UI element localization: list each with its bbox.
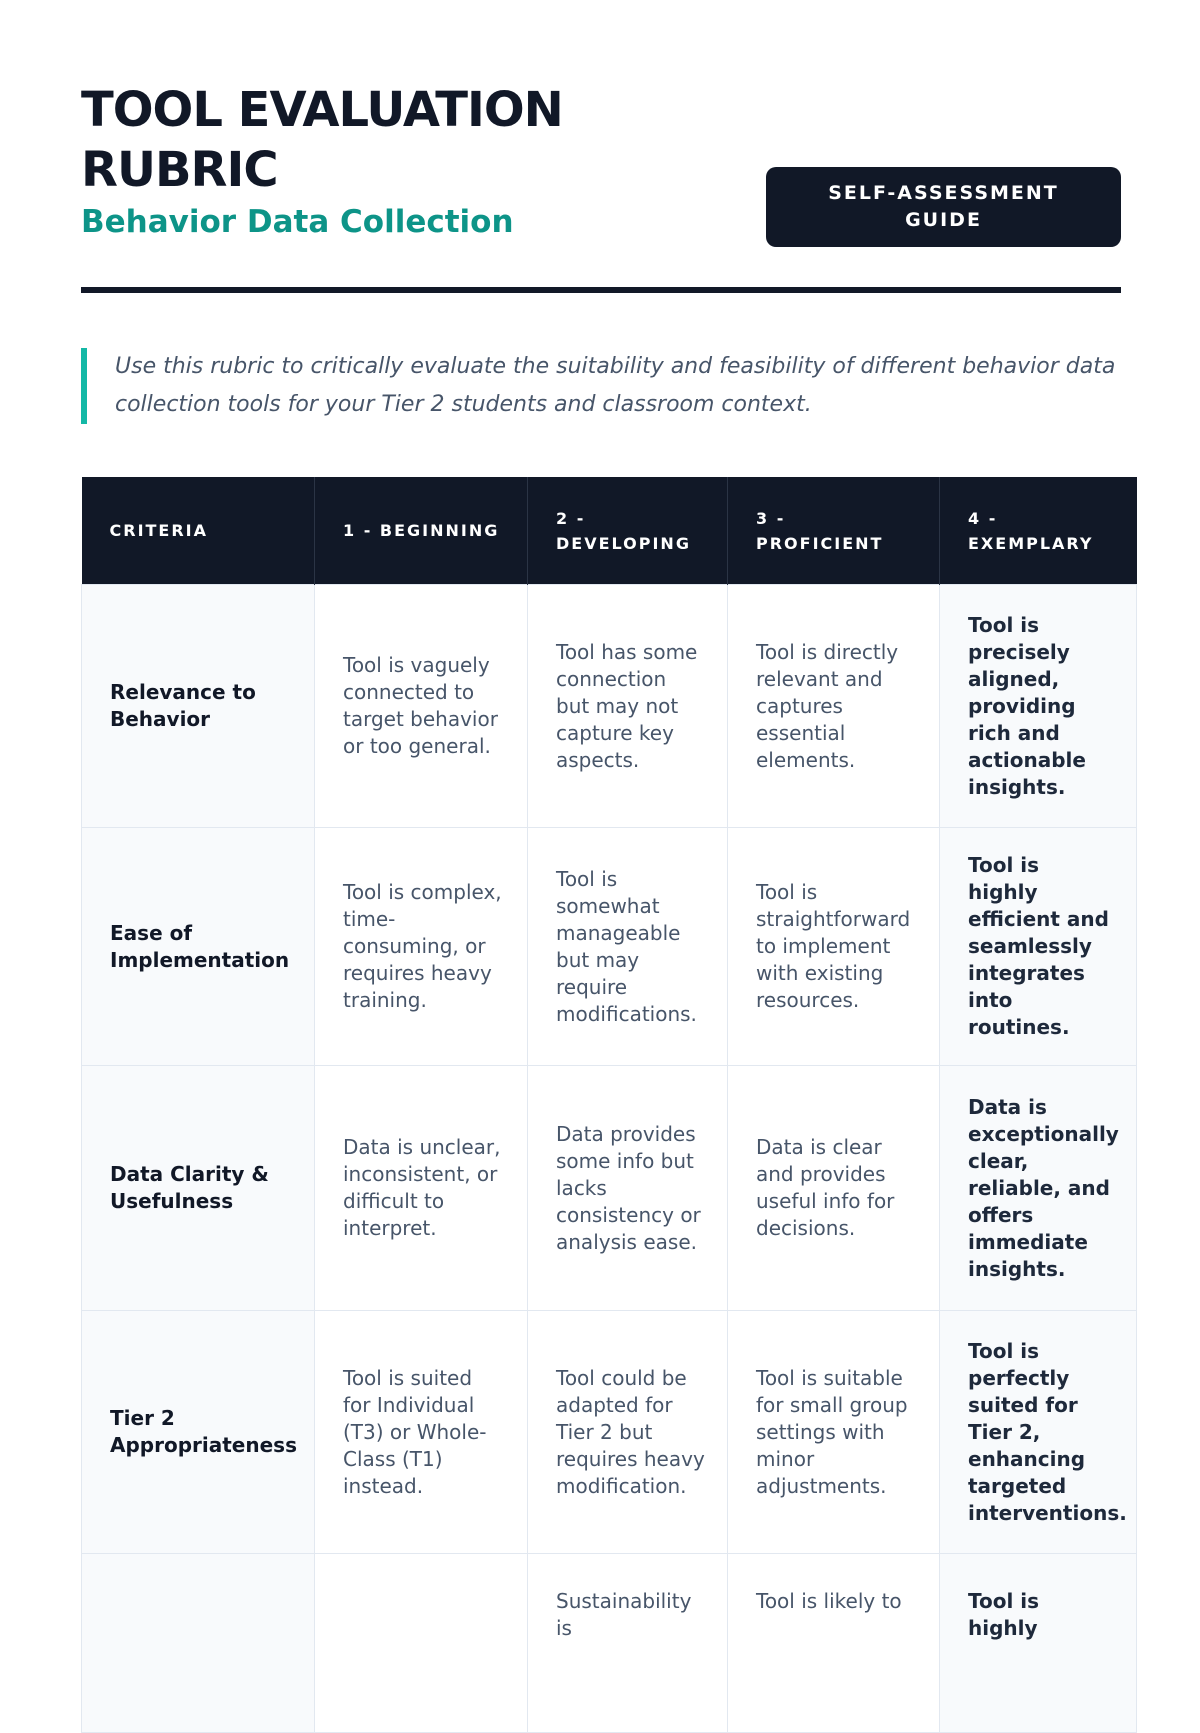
exemplary-cell: Tool is perfectly suited for Tier 2, enhancing targeted interventions.: [940, 1311, 1137, 1554]
criteria-cell: Data Clarity & Usefulness: [82, 1066, 315, 1311]
exemplary-cell: Tool is highly: [940, 1554, 1137, 1733]
self-assessment-badge: SELF-ASSESSMENT GUIDE: [766, 167, 1121, 247]
developing-cell: Tool is somewhat manageable but may require modifications.: [528, 828, 728, 1066]
header-divider: [81, 287, 1121, 293]
beginning-cell: Tool is suited for Individual (T3) or Whole-Class (T1) instead.: [315, 1311, 528, 1554]
beginning-cell: [315, 1554, 528, 1733]
page-subtitle: Behavior Data Collection: [81, 204, 514, 240]
table-row: [82, 1554, 1137, 1733]
column-header-criteria: CRITERIA: [82, 477, 315, 585]
table-row: [82, 585, 1137, 828]
developing-cell: Data provides some info but lacks consistency or analysis ease.: [528, 1066, 728, 1311]
developing-cell: Tool has some connection but may not capture key aspects.: [528, 585, 728, 828]
table-row: [82, 828, 1137, 1066]
table-row: [82, 1311, 1137, 1554]
exemplary-cell: Data is exceptionally clear, reliable, and offers immediate insights.: [940, 1066, 1137, 1311]
proficient-cell: Tool is suitable for small group settings with minor adjustments.: [728, 1311, 940, 1554]
rubric-page: [81, 0, 1136, 1640]
proficient-cell: Tool is straightforward to implement with existing resources.: [728, 828, 940, 1066]
beginning-cell: Tool is complex, time-consuming, or requires heavy training.: [315, 828, 528, 1066]
developing-cell: Sustainability is: [528, 1554, 728, 1733]
column-header-developing: 2 - DEVELOPING: [528, 477, 728, 585]
criteria-cell: Tier 2 Appropriateness: [82, 1311, 315, 1554]
column-header-proficient: 3 - PROFICIENT: [728, 477, 940, 585]
table-header-row: [82, 477, 1137, 585]
proficient-cell: Tool is likely to: [728, 1554, 940, 1733]
page-title: TOOL EVALUATION RUBRIC: [81, 82, 563, 198]
column-header-beginning: 1 - BEGINNING: [315, 477, 528, 585]
table-row: [82, 1066, 1137, 1311]
exemplary-cell: Tool is highly efficient and seamlessly integrates into routines.: [940, 828, 1137, 1066]
proficient-cell: Data is clear and provides useful info for decisions.: [728, 1066, 940, 1311]
beginning-cell: Tool is vaguely connected to target behavior or too general.: [315, 585, 528, 828]
exemplary-cell: Tool is precisely aligned, providing rich and actionable insights.: [940, 585, 1137, 828]
column-header-exemplary: 4 - EXEMPLARY: [940, 477, 1137, 585]
criteria-cell: Ease of Implementation: [82, 828, 315, 1066]
beginning-cell: Data is unclear, inconsistent, or difficult to interpret.: [315, 1066, 528, 1311]
criteria-cell: [82, 1554, 315, 1733]
rubric-table: [81, 477, 1137, 1733]
developing-cell: Tool could be adapted for Tier 2 but requires heavy modification.: [528, 1311, 728, 1554]
proficient-cell: Tool is directly relevant and captures essential elements.: [728, 585, 940, 828]
criteria-cell: Relevance to Behavior: [82, 585, 315, 828]
intro-callout: Use this rubric to critically evaluate the suitability and feasibility of different behavior data collection tools for your Tier 2 students and classroom context.: [81, 348, 1121, 424]
